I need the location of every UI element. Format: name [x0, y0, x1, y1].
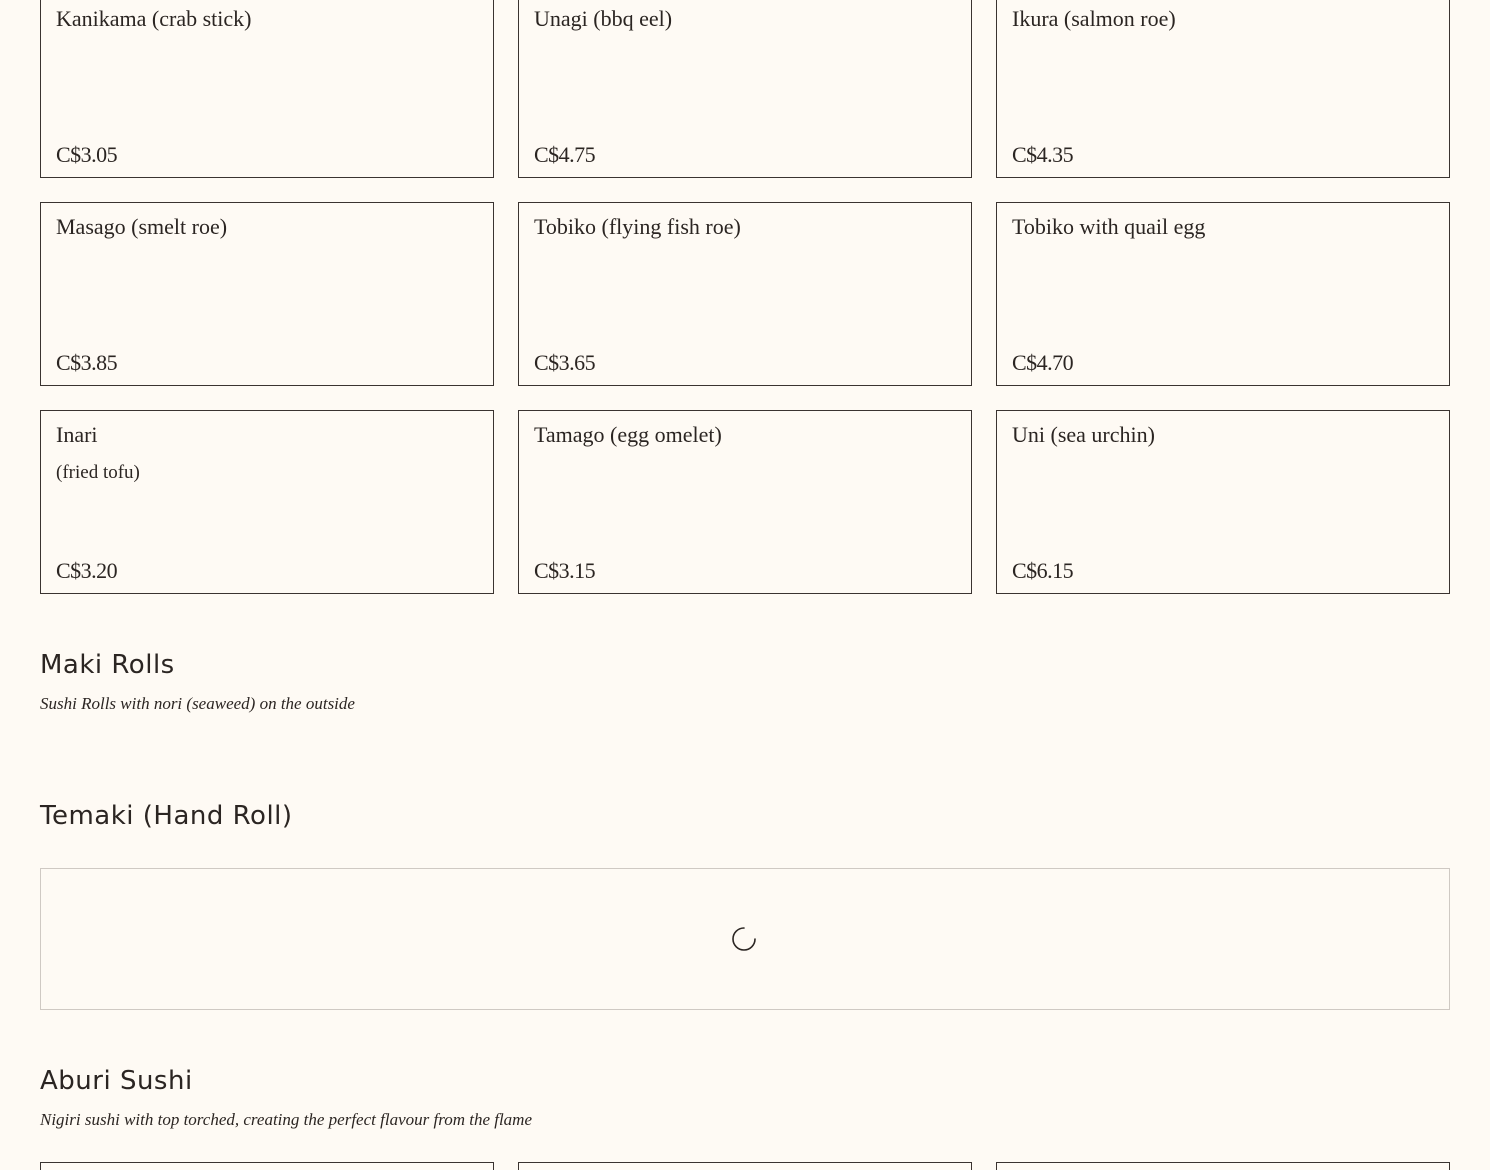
- menu-item-price: C$6.15: [1012, 558, 1074, 583]
- menu-item-price: C$3.05: [56, 142, 118, 167]
- menu-item-name: Tamago (egg omelet): [534, 422, 722, 447]
- menu-item-name: Ikura (salmon roe): [1012, 6, 1176, 31]
- maki-section-subtitle: Sushi Rolls with nori (seaweed) on the outside: [40, 694, 355, 713]
- menu-item-name: Unagi (bbq eel): [534, 6, 673, 31]
- menu-item-name: Kanikama (crab stick): [56, 6, 252, 31]
- menu-item-price: C$3.65: [534, 350, 596, 375]
- menu-item-name: Tobiko (flying fish roe): [534, 214, 741, 239]
- menu-item-name: Uni (sea urchin): [1012, 422, 1155, 447]
- menu-item-card[interactable]: [518, 410, 972, 594]
- menu-item-name: Inari: [56, 422, 98, 447]
- aburi-section-subtitle: Nigiri sushi with top torched, creating the perfect flavour from the flame: [40, 1110, 533, 1129]
- menu-item-name: Tobiko with quail egg: [1012, 214, 1206, 239]
- maki-section-title: Maki Rolls: [40, 650, 175, 680]
- menu-item-price: C$3.15: [534, 558, 596, 583]
- loading-spinner-icon: [731, 926, 757, 952]
- menu-item-price: C$3.85: [56, 350, 118, 375]
- menu-item-card[interactable]: [518, 1162, 972, 1170]
- aburi-section-title: Aburi Sushi: [40, 1066, 193, 1096]
- menu-item-price: C$3.20: [56, 558, 118, 583]
- menu-item-card[interactable]: [996, 1162, 1450, 1170]
- menu-item-price: C$4.70: [1012, 350, 1074, 375]
- menu-item-price: C$4.75: [534, 142, 596, 167]
- menu-item-card[interactable]: [40, 1162, 494, 1170]
- menu-item-card[interactable]: [518, 202, 972, 386]
- menu-item-card[interactable]: [996, 0, 1450, 178]
- menu-item-name: Masago (smelt roe): [56, 214, 228, 239]
- menu-item-card[interactable]: [40, 0, 494, 178]
- menu-item-card[interactable]: [40, 410, 494, 594]
- menu-item-price: C$4.35: [1012, 142, 1074, 167]
- menu-item-description: (fried tofu): [56, 462, 140, 483]
- temaki-loading-panel: [40, 868, 1450, 1010]
- menu-item-card[interactable]: [996, 202, 1450, 386]
- menu-item-card[interactable]: [518, 0, 972, 178]
- menu-item-card[interactable]: [40, 202, 494, 386]
- temaki-section-title: Temaki (Hand Roll): [40, 801, 293, 831]
- menu-item-card[interactable]: [996, 410, 1450, 594]
